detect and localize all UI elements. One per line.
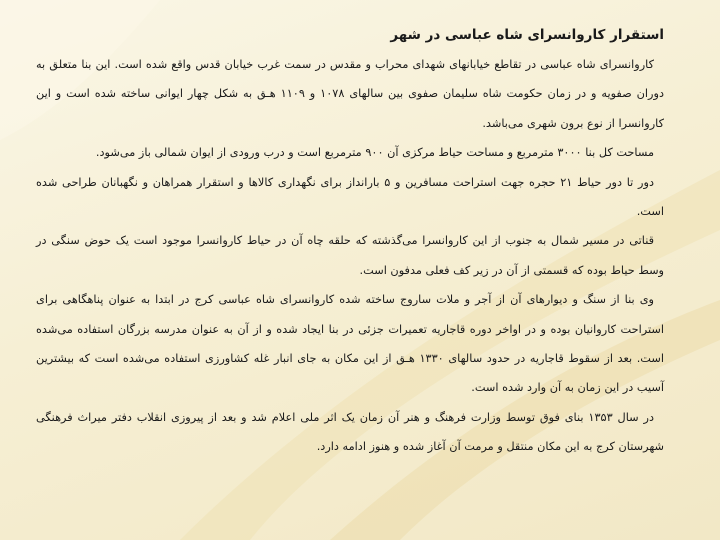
paragraph-restoration: در سال ۱۳۵۳ بنای فوق توسط وزارت فرهنگ و هنر آن زمان یک اثر ملی اعلام شد و بعد از پیروزی انقلاب دفتر میراث فرهنگی شهرستان کرج به این مکان منتقل و مرمت آن آغاز شده و هنوز ادامه دارد. — [36, 410, 664, 454]
document-body — [36, 24, 664, 462]
paragraph-location: کاروانسرای شاه عباسی در تقاطع خیابانهای شهدای محراب و مقدس در سمت غرب خیابان قدس واقع شده است. این بنا متعلق به دوران صفویه و در زمان حکومت شاه سلیمان صفوی بین سالهای ۱۰۷۸ و ۱۱۰۹ هـق به شکل چهار ایوانی ساخته شده است و این کاروانسرا از نوع برون شهری می‌باشد. — [36, 58, 664, 130]
paragraph-qanat: قناتی در مسیر شمال به جنوب از این کاروانسرا می‌گذشته که حلقه چاه آن در حیاط کاروانسرا موجود است یک حوض سنگی در وسط حیاط بوده که قسمتی از آن در زیر کف فعلی مدفون است. — [36, 234, 664, 277]
paragraph-history: وی بنا از سنگ و دیوارهای آن از آجر و ملات ساروج ساخته شده کاروانسرای شاه عباسی کرج در ابتدا به عنوان پناهگاهی برای استراحت کاروانیان بوده و در اواخر دوره قاجاریه تعمیرات جزئی در بنا ایجاد شده و از آن به عنوان مدرسه بزرگان استفاده می‌شده است. بعد از سقوط قاجاریه در حدود سالهای ۱۳۳۰ هـق از این مکان به جای انبار غله کشاورزی استفاده می‌شده است که بیشترین آسیب در این زمان به آن وارد شده است. — [36, 293, 664, 395]
paragraph-area: مساحت کل بنا ۳۰۰۰ مترمربع و مساحت حیاط مرکزی آن ۹۰۰ مترمربع است و درب ورودی از ایوان شمالی باز می‌شود. — [95, 146, 654, 160]
paragraph-rooms: دور تا دور حیاط ۲۱ حجره جهت استراحت مسافرین و ۵ بارانداز برای نگهداری کالاها و استقرار همراهان و نگهبانان طراحی شده است. — [36, 175, 664, 219]
document-title: استقرار کاروانسرای شاه عباسی در شهر — [390, 27, 664, 43]
